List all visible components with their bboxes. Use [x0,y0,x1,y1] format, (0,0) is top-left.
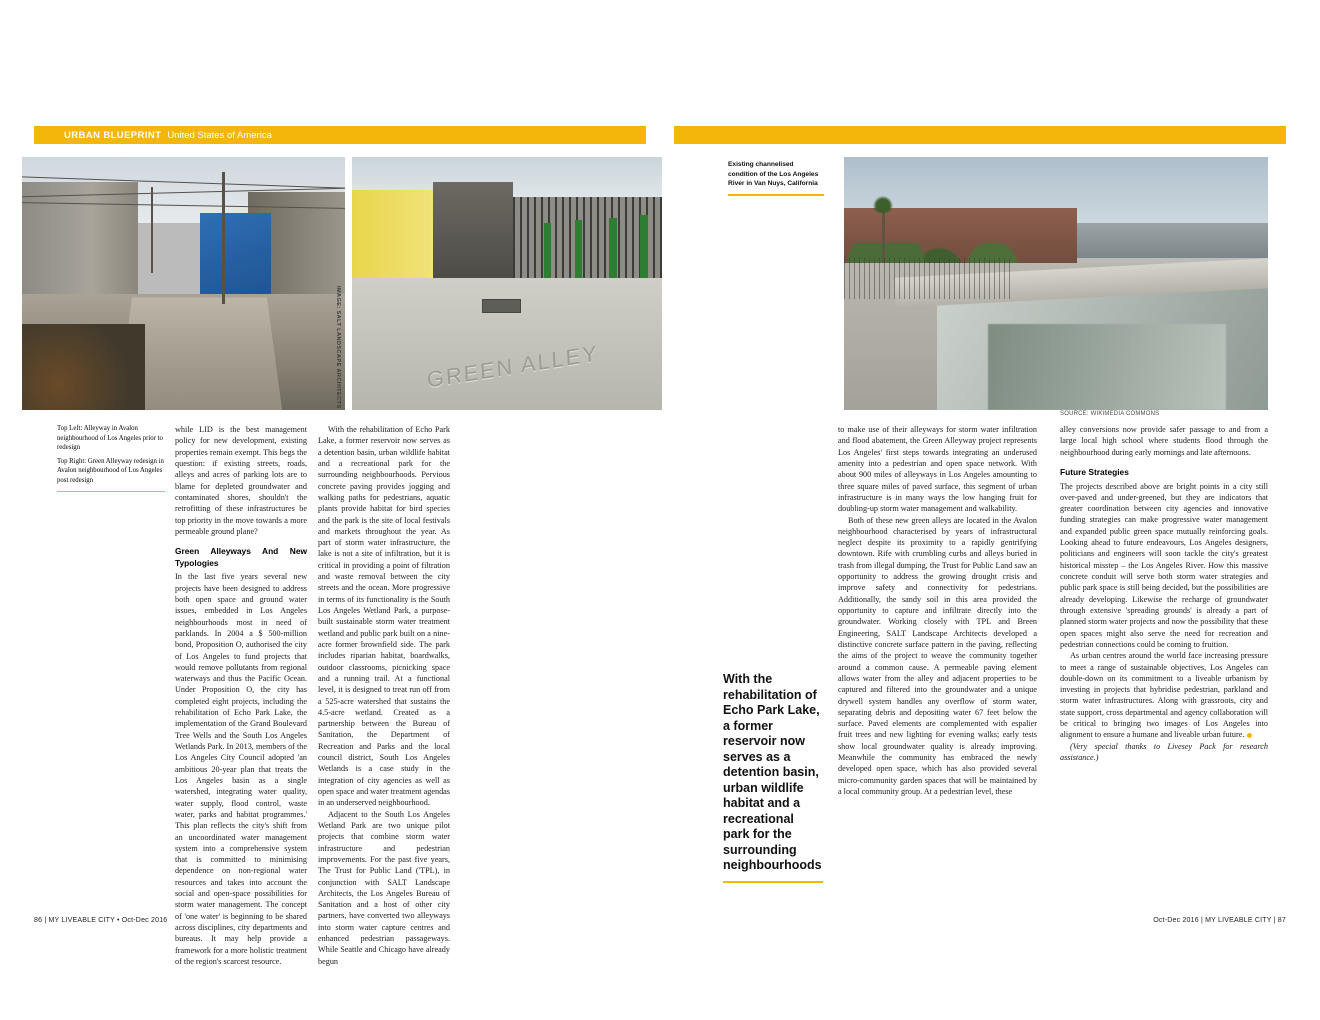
page-gutter [659,0,660,1020]
header-bar-left [34,126,646,144]
caption-text: Existing channelised condition of the Los Angeles River in Van Nuys, California [728,161,819,188]
photo-building [433,182,514,283]
photo-water [988,324,1225,410]
paragraph: The projects described above are bright points in a city still over-paved and under-greened, but they are indicators that greater coordination between city agencies and innovative funding strategies can make progressive water management and expanded public green space mutually reinforcing goals. Looking ahead to future endeavours, Los Angeles designers, politicians and engineers will soon tackle the city's greatest historical misstep – the Los Angeles River. How this massive concrete conduit will serve both storm water strategies and public park space is still being decided, but the possibilities are already developing. Likewise the recharge of groundwater through extensive 'spreading grounds' is already a part of planned storm water projects and now the possibility that these open spaces might also serve the need for recreation and pedestrian connections could be coming to fruition. [1060,481,1268,649]
photo-chainlink-fence [844,258,1014,298]
paragraph: In the last five years several new projects have been designed to address both open space and ground water issues, embedded in Los Angeles neighbourhoods most in need of parklands. In 2004 a $ 500-million bond, Proposition O, authorised the city of Los Angeles to fund projects that would remove pollutants from regional waterways and thus the Pacific Ocean. Under Proposition O, the city has completed eight projects, including the rehabilitation of Echo Park Lake, the implementation of the Grand Boulevard Tree Wells and the South Los Angeles Wetlands Park. In 2013, members of the Los Angeles City Council adopted 'an ambitious 20-year plan that treats the Los Angeles basin as a single watershed, integrating water quality, water supply, flood control, waste water, parks and habitat programmes.' This plan reflects the city's shift from an uncoordinated water management system into a comprehensive system that is committed to minimising dependence on non-regional water resources and takes into account the social and open-space possibilities for storm water management. The concept of 'one water' is beginning to be shared across disciplines, city departments and bureaus. It may help provide a framework for a more holistic treatment of the region's scarcest resource. [175,572,307,966]
photo-pavement-text: GREEN ALLEY [426,340,600,393]
paragraph: alley conversions now provide safer passage to and from a large local high school where students flood through the neighbourhood during early mornings and late afternoons. [1060,425,1268,457]
paragraph: Adjacent to the South Los Angeles Wetland Park are two unique pilot projects that combine storm water infrastructure and pedestrian improvements. For the past five years, The Trust for Public Land ('TPL), in conjunction with SALT Landscape Architects, the Los Angeles Bureau of Sanitation and a host of other city partners, have converted two alleyways into storm water capture centres and enhanced pedestrian passageways. While Seattle and Chicago have already begun [318,809,450,966]
endnote: (Very special thanks to Livesey Pack for research assistance.) [1060,741,1268,763]
text-column-6 [1060,424,1268,763]
caption-top-right: Top Right: Green Alleyway redesign in Avalon neighbourhood of Los Angeles post redesign [57,457,164,484]
photo-storm-drain [482,299,521,314]
photo-alleyway-before [22,157,345,410]
photo-utility-pole [151,187,153,273]
section-heading-future-strategies: Future Strategies [1060,466,1129,477]
header-bar-right [674,126,1286,144]
pull-quote: With the rehabilitation of Echo Park Lake, a former reservoir now serves as a detention basin, urban wildlife habitat and a recreational park for the surrounding neighbourhoods [723,672,823,883]
text-column-5 [838,424,1037,797]
photo-la-river [844,157,1268,410]
header-section-label: URBAN BLUEPRINT [64,129,162,141]
photo-credit-la-river: SOURCE: WIKIMEDIA COMMONS [1060,411,1160,417]
header-country-label: United States of America [167,129,272,141]
photo-caption-la-river [728,160,824,196]
photo-credit-green-alley: IMAGE: SALT LANDSCAPE ARCHITECTS [335,286,341,409]
paragraph: to make use of their alleyways for storm water infiltration and flood abatement, the Green Alleyway project represents Los Angeles' first steps towards integrating an underused amenity into a pedestrian and open space network. With about 900 miles of alleyways in Los Angeles amounting to three square miles of paved surface, this segment of urban infrastructure is in many ways the low hanging fruit for doubling-up storm water management and walkability. [838,425,1037,514]
photo-green-alley [352,157,662,410]
paragraph: With the rehabilitation of Echo Park Lake, a former reservoir now serves as a detention basin, urban wildlife habitat and a recreational park for the surrounding neighbourhoods. Pervious concrete paving provides jogging and walking paths for pedestrians, aquatic plants provide habitat for bird species and the park is the site of local festivals and markets throughout the year. As part of storm water infrastructure, the lake is not a site of infiltration, but it is critical in providing a point of filtration and waste removal between the city streets and the ocean. More progressive in terms of its functionality is the South Los Angeles Wetland Park, a purpose-built sustainable storm water treatment wetland and public park built on a nine-acre former brownfield side. The park includes riparian habitat, boardwalks, outdoor classrooms, picnicking space and a running trail. At a functional level, it is designed to treat run off from a 525-acre watershed that sustains the 4.5-acre wetland. Created as a partnership between the Bureau of Sanitation, the Department of Recreation and Parks and the local council district, South Los Angeles Wetlands is a case study in the integration of city agencies as well as open space and water treatment agendas in an underserved neighbourhood. [318,425,450,808]
paragraph: Both of these new green alleys are located in the Avalon neighbourhood characterised by years of infrastructural neglect despite its proximity to a rapidly gentrifying downtown. Rife with crumbling curbs and alleys buried in trash from illegal dumping, the Trust for Public Land saw an opportunity to address the growing drought crisis and improve safety and connectivity for pedestrians. Additionally, the sandy soil in this area provided the opportunity to capture and infiltrate directly into the groundwater. Working closely with TPL and Breen Engineering, SALT Landscape Architects developed a distinctive concrete surface pattern in the paving, reflecting the aims of the project to weave the community together around a common cause. A permeable paving element allows water from the alley and adjacent properties to be captured and filtered into the groundwater and a unique drywell system handles any overflow of storm water, separating debris and depositing water 67 feet below the surface. Paved elements are complemented with espalier fruit trees and new lighting for evening walks; early tests show local groundwater quality is already improving. Meanwhile the community has embraced the newly developed open space, which has also provided several micro-community garden spaces that will be maintained by a local community group. At a pedestrian level, these [838,515,1037,796]
footer-left: 86 | MY LIVEABLE CITY • Oct-Dec 2016 [34,917,168,924]
photo-debris-pile [22,324,145,410]
caption-top-left: Top Left: Alleyway in Avalon neighbourhood of Los Angeles prior to redesign [57,425,163,452]
section-heading-green-alleyways: Green Alleyways And New Typologies [175,546,307,568]
footer-right: Oct-Dec 2016 | MY LIVEABLE CITY | 87 [1153,917,1286,924]
figure-captions-block [57,424,165,492]
paragraph: while LID is the best management policy for new development, existing properties remain exempt. This begs the question: if existing streets, roads, alleys and acres of parking lots are to blame for depleted groundwater and contaminated shores, shouldn't the retrofitting of these infrastructures be top priority in the move towards a more permeable ground plane? [175,425,307,536]
paragraph-final [1060,650,1268,741]
text-column-3 [318,424,450,967]
end-of-article-dot [1247,733,1252,738]
paragraph-text: As urban centres around the world face increasing pressure to meet a range of sustainable objectives, Los Angeles can double-down on its commitment to a liveable urbanism by investing in projects that hybridise pedestrian, parkland and storm water infrastructures. Along with grassroots, city and state support, cross departmental and agency collaboration will be critical to bringing two images of Los Angeles into alignment to ensure a humane and liveable urban future. [1060,651,1268,740]
photo-palm-fronds [870,195,896,213]
photo-distant-buildings [1077,223,1268,258]
text-column-2 [175,424,307,967]
